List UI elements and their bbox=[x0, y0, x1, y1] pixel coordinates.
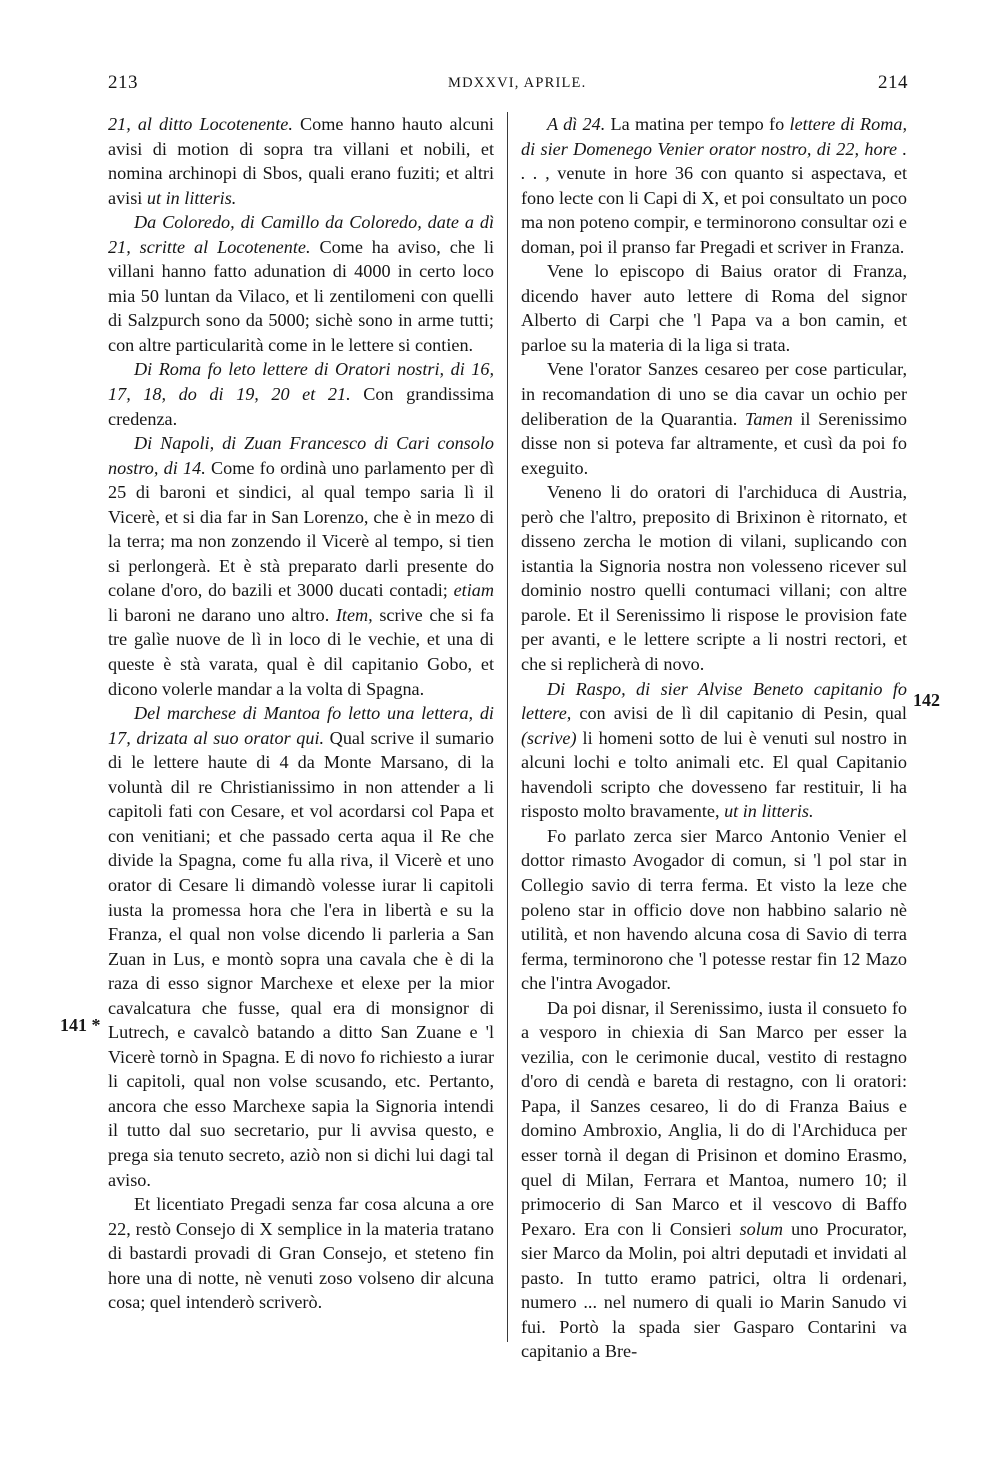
paragraph bbox=[521, 824, 907, 996]
text-run: scrive che si fa tre galìe nuove de lì in loco di le vechie, et una di queste è stà varata, qual è dil capitanio Gobo, et dicono volerle mandar a la volta di Spagna. bbox=[108, 604, 494, 699]
text-run: Del marchese di Mantoa fo letto una lettera, di 17, drizata al suo orator qui. bbox=[108, 703, 494, 748]
text-run: Vene l'orator Sanzes cesareo per cose particular, in recomandation di uno se dia cavar un ochio per deliberation de la Quarantia. bbox=[521, 359, 907, 429]
text-run: lettere di Roma, di sier Domenego Venier orator nostro, di 22, hore . . . , bbox=[521, 114, 908, 184]
text-run: (scrive) bbox=[521, 727, 577, 748]
text-run: Di Raspo, di sier Alvise Beneto capitanio fo lettere, bbox=[521, 678, 907, 724]
text-run: venute in hore 36 con quanto si aspectava, et fono lecte con li Capi di X, et poi consultato un poco ma non poteno compir, e terminorono consultar ozi e doman, poi il pranso far Pregadi et scriver in Franza. bbox=[521, 163, 908, 257]
running-header bbox=[108, 68, 908, 98]
text-run: Con grandissima credenza. bbox=[108, 384, 494, 429]
paragraph bbox=[521, 677, 907, 824]
paragraph bbox=[521, 480, 907, 676]
paragraph bbox=[108, 431, 494, 701]
text-run: Da poi disnar, il Serenissimo, iusta il consueto fo a vesporo in chiexia di San Marco per esser la vezilia, con le cerimonie ducal, vestito di restagno d'oro di cendà e bareta di restagno, con li oratori: Papa, il Sanzes cesareo, li do di Franza Baius e domino Ambroxio, Anglia, li do di l'Archiduca per esser tornà il degan di Prisinon et domino Erasmo, quel di Milan, Ferrara et Mantoa, numero 10; il primocerio di San Marco et il vescovo di Baffo Pexaro. Era con li Consieri bbox=[521, 997, 907, 1239]
text-run: Come fo ordinà uno parlamento per dì 25 di baroni et sindici, al qual tempo saria lì il Vicerè, et si dia far in San Lorenzo, che è in mezo di la terra; ma non zonzendo il Vicerè al tempo, si tien si perlongerà. Et è stà preparato darli presente do colane d'oro, do bazili et 3000 ducati contadi; bbox=[108, 457, 494, 601]
text-run: Di Napoli, di Zuan Francesco di Cari consolo nostro, di 14. bbox=[108, 433, 494, 478]
paragraph bbox=[108, 210, 494, 357]
running-title: MDXXVI, APRILE. bbox=[448, 75, 587, 91]
text-run: li baroni ne darano uno altro. bbox=[108, 604, 336, 625]
text-run: 21, al ditto Locotenente. bbox=[108, 114, 293, 134]
margin-marker-left: 141 * bbox=[60, 1015, 101, 1035]
text-run: A dì 24. bbox=[547, 114, 606, 134]
text-run: il Serenissimo disse non si poteva far altramente, et cusì da poi fo exeguito. bbox=[521, 408, 907, 478]
page-number-left: 213 bbox=[108, 72, 138, 93]
paragraph bbox=[108, 357, 494, 431]
text-run: etiam bbox=[453, 580, 494, 601]
paragraph bbox=[108, 112, 494, 210]
paragraph bbox=[521, 357, 907, 480]
text-run: Qual scrive il sumario di le lettere haute di 4 da Monte Marsano, di la voluntà dil re Christianissimo in non attender a li capitoli fati con Cesare, et vol acordarsi col Papa et con venitiani; et che passado certa aqua il Re che divide la Spagna, come fu alla riva, il Vicerè et uno orator di Cesare li dimandò volesse iurar li capitoli iusta la promessa hora che l'era in libertà e su la Franza, el qual non volse dicendo li parleria a San Zuan in Lus, e montò sopra una cavala che è di la raza di esso signor Marchexe et elexe per la mior cavalcatura che fusse, qual era di monsignor di Lutrech, e cavalcò batando a ditto San Zuane e 'l Vicerè tornò in Spagna. E di novo fo richiesto a iurar li capitoli, qual non volse scusando, etc. Pertanto, ancora che esso Marchexe sapia la Signoria intendi il tutto dal suo secretario, pur li avvisa questo, e prega sia tenuto secreto, aziò non si dichi lui dagi tal aviso. bbox=[108, 727, 495, 1190]
text-run: li homeni sotto de lui è venuti sul nostro in alcuni lochi e tolto animali etc. El qual Capitanio havendoli scripto che dovesseno far restituir, li ha risposto molto bravamente, bbox=[521, 727, 907, 822]
left-column bbox=[108, 112, 494, 1315]
text-run: La matina per tempo fo bbox=[605, 114, 790, 134]
right-column bbox=[521, 112, 907, 1364]
text-run: Item, bbox=[335, 604, 373, 625]
text-run: ut in litteris. bbox=[724, 801, 814, 822]
text-run: uno Procurator, sier Marco da Molin, poi altri deputadi et invidati al pasto. In tutto eramo patrici, oltra li ordenari, numero ... nel numero di quali io Marin Sanudo vi fui. Portò la spada sier Gasparo Contarini va capitanio a Bre- bbox=[521, 1218, 907, 1362]
text-run: Da Coloredo, di Camillo da Coloredo, date a dì 21, scritte al Locotenente. bbox=[108, 212, 494, 257]
text-run: Et licentiato Pregadi senza far cosa alcuna a ore 22, restò Consejo di X semplice in la materia tratano di bastardi provadi di Gran Consejo, et steteno fin hore una di notte, nè venuti zoso volseno dir alcuna cosa; quel intenderò scriverò. bbox=[108, 1194, 494, 1313]
paragraph bbox=[108, 701, 494, 1192]
text-run: Vene lo episcopo di Baius orator di Franza, dicendo haver auto lettere di Roma del signor Alberto di Carpi che 'l Papa va a bon camin, et parloe su la materia di la liga si trata. bbox=[521, 261, 907, 355]
margin-marker-right: 142 bbox=[913, 690, 940, 710]
page-number-right: 214 bbox=[878, 72, 908, 93]
text-run: Come ha aviso, che li villani hanno fatto adunation di 4000 in certo loco mia 50 luntan da Vilaco, et li zentilomeni con quelli di Salzpurch sono da 5000; sichè sono in arme tutti; con altre particularità come in le lettere si contien. bbox=[108, 236, 494, 355]
text-run: Come hanno hauto alcuni avisi di motion di sopra tra villani et nobili, et nomina archinopi di Sbos, quali erano fuziti; et altri avisi bbox=[108, 114, 494, 208]
text-run: Tamen bbox=[744, 408, 793, 429]
paragraph bbox=[108, 1192, 494, 1315]
text-run: Veneno li do oratori di l'archiduca di Austria, però che l'altro, preposito di Brixinon è ritornato, et disseno zercha le motion di vilani, suplicando con istantia la Signoria nostra non volesseno ricever sul dominio nostro quelli contumaci villani; con altre parole. Et il Serenissimo li rispose le provision fate per avanti, e le lettere scripte a li nostri rectori, et che si replicherà di novo. bbox=[521, 482, 907, 675]
text-run: Fo parlato zerca sier Marco Antonio Venier el dottor rimasto Avogador di comun, si 'l pol star in Collegio savio di terra ferma. Et visto la leze che poleno star in officio dove non habbino salario nè utilità, et non havendo alcuna cosa di Savio di terra ferma, terminorono che 'l potesse restar fin 12 Mazo che l'intra Avogador. bbox=[521, 825, 907, 994]
paragraph bbox=[521, 112, 907, 259]
paragraph bbox=[521, 259, 907, 357]
paragraph bbox=[521, 996, 907, 1364]
text-run: ut in litteris. bbox=[146, 187, 237, 208]
text-run: con avisi de lì dil capitanio di Pesin, qual bbox=[571, 703, 907, 724]
text-run: Di Roma fo leto lettere di Oratori nostri, di 16, 17, 18, do di 19, 20 et 21. bbox=[108, 359, 494, 405]
column-divider bbox=[507, 112, 508, 1342]
text-run: solum bbox=[739, 1218, 784, 1239]
